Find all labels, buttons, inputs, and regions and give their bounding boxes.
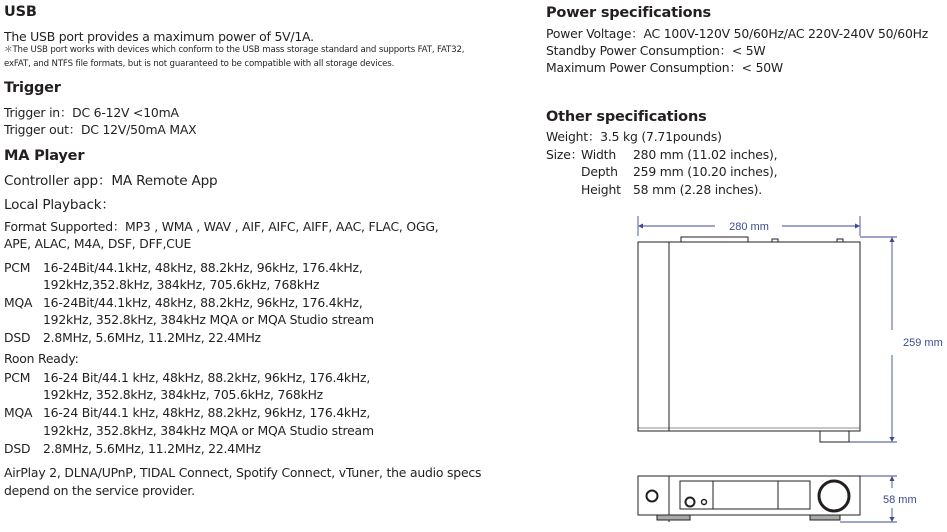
local-mqa-label: MQA xyxy=(4,295,33,310)
size-height-label: Height xyxy=(581,182,621,197)
power-voltage: Power Voltage：AC 100V-120V 50/60Hz/AC 220V-240V 50/60Hz xyxy=(546,26,929,41)
power-button xyxy=(647,491,658,502)
local-pcm-label: PCM xyxy=(4,260,31,275)
roon-pcm-label: PCM xyxy=(4,370,31,385)
roon-dsd-label: DSD xyxy=(4,441,31,456)
foot xyxy=(657,515,690,520)
formats-line-1: Format Supported：MP3 , WMA , WAV , AIF, AIFC, AIFF, AAC, FLAC, OGG, xyxy=(4,219,439,234)
weight: Weight：3.5 kg (7.71pounds) xyxy=(546,129,722,144)
foot xyxy=(810,515,840,520)
services-line-1: AirPlay 2, DLNA/UPnP, TIDAL Connect, Spotify Connect, vTuner, the audio specs xyxy=(4,465,482,480)
trigger-out: Trigger out：DC 12V/50mA MAX xyxy=(4,122,197,137)
display-screen xyxy=(713,481,778,509)
rear-connector xyxy=(681,237,748,242)
roon-mqa-label: MQA xyxy=(4,405,33,420)
usb-note-2: exFAT, and NTFS file formats, but is not guaranteed to be compatible with all storage devices. xyxy=(4,59,395,69)
size-depth-label: Depth xyxy=(581,164,618,179)
usb-text: The USB port provides a maximum power of 5V/1A. xyxy=(4,29,314,44)
top-view xyxy=(638,237,860,442)
local-playback-heading: Local Playback： xyxy=(4,197,115,213)
standby-power: Standby Power Consumption：< 5W xyxy=(546,43,766,58)
local-mqa-line: 16-24Bit/44.1kHz, 48kHz, 88.2kHz, 96kHz, 176.4kHz, xyxy=(43,295,363,310)
usb-note-1: ＊The USB port works with devices which conform to the USB mass storage standard and supports FAT, FAT32, xyxy=(4,45,465,55)
roon-pcm-line: 192kHz, 352.8kHz, 384kHz, 705.6kHz, 768kHz xyxy=(43,387,323,402)
local-dsd-label: DSD xyxy=(4,330,31,345)
dimension-diagram xyxy=(620,210,947,532)
height-dimension-label: 58 mm xyxy=(883,494,917,506)
formats-line-2: APE, ALAC, M4A, DSF, DFF,CUE xyxy=(4,236,192,251)
controller-app: Controller app：MA Remote App xyxy=(4,173,218,189)
size-height-value: 58 mm (2.28 inches). xyxy=(633,182,762,197)
usb-heading: USB xyxy=(4,4,37,20)
local-dsd-line: 2.8MHz, 5.6MHz, 11.2MHz, 22.4MHz xyxy=(43,330,261,345)
foot xyxy=(820,431,849,442)
size-width-label: Width xyxy=(581,147,616,162)
depth-dimension-label: 259 mm xyxy=(903,337,943,349)
roon-mqa-line: 192kHz, 352.8kHz, 384kHz MQA or MQA Studio stream xyxy=(43,423,374,438)
input-jack xyxy=(702,500,707,505)
size-label: Size： xyxy=(546,147,583,162)
ma-player-heading: MA Player xyxy=(4,148,85,164)
services-line-2: depend on the service provider. xyxy=(4,483,195,498)
local-pcm-line: 16-24Bit/44.1kHz, 48kHz, 88.2kHz, 96kHz, 176.4kHz, xyxy=(43,260,363,275)
local-pcm-line: 192kHz,352.8kHz, 384kHz, 705.6kHz, 768kHz xyxy=(43,277,320,292)
power-heading: Power specifications xyxy=(546,5,711,21)
display-panel xyxy=(680,481,810,509)
max-power: Maximum Power Consumption：< 50W xyxy=(546,60,783,75)
headphone-jack xyxy=(686,498,695,507)
size-depth-value: 259 mm (10.20 inches), xyxy=(633,164,778,179)
width-dimension-label: 280 mm xyxy=(729,221,769,233)
rear-jack xyxy=(772,239,778,242)
roon-dsd-line: 2.8MHz, 5.6MHz, 11.2MHz, 22.4MHz xyxy=(43,441,261,456)
size-width-value: 280 mm (11.02 inches), xyxy=(633,147,778,162)
trigger-in: Trigger in：DC 6-12V <10mA xyxy=(4,105,179,120)
local-mqa-line: 192kHz, 352.8kHz, 384kHz MQA or MQA Studio stream xyxy=(43,312,374,327)
front-view xyxy=(638,476,860,522)
volume-knob xyxy=(819,481,849,511)
other-heading: Other specifications xyxy=(546,109,707,125)
top-view-body xyxy=(638,242,860,431)
roon-mqa-line: 16-24 Bit/44.1 kHz, 48kHz, 88.2kHz, 96kHz, 176.4kHz, xyxy=(43,405,371,420)
rear-jack xyxy=(837,239,843,242)
roon-pcm-line: 16-24 Bit/44.1 kHz, 48kHz, 88.2kHz, 96kHz, 176.4kHz, xyxy=(43,370,371,385)
roon-heading: Roon Ready: xyxy=(4,351,79,366)
trigger-heading: Trigger xyxy=(4,80,61,96)
